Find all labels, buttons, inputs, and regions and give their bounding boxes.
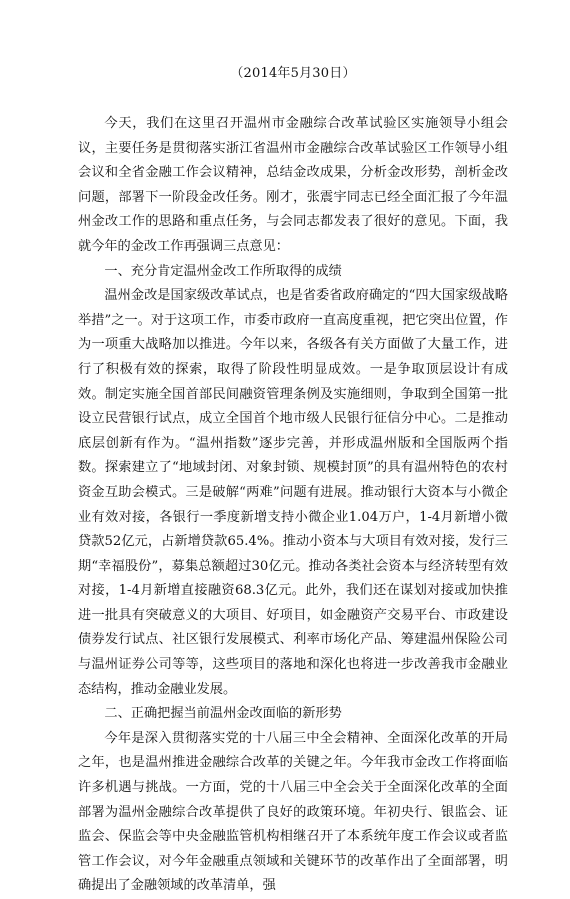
date-line: （2014年5月30日）: [230, 66, 356, 81]
section-2-paragraph: 今年是深入贯彻落实党的十八届三中全会精神、全面深化改革的开局之年，也是温州推进金融综合改革的关键之年。今年我市金改工作将面临许多机遇与挑战。一方面，党的十八届三中全会关于全面深化改革的全面部署为温州金融综合改革提供了良好的政策环境。年初央行、银监会、证监会、保监会等中央金融监管机构相继召开了本系统年度工作会议或者监管工作会议，对今年金融重点领域和关键环节的改革作出了全面部署，明确提出了金融领域的改革清单，强: [78, 730, 508, 894]
section-1-heading: 一、充分肯定温州金改工作所取得的成绩: [104, 263, 342, 279]
section-1-paragraph: 温州金改是国家级改革试点，也是省委省政府确定的“四大国家级战略举措”之一。对于这项工作，市委市政府一直高度重视，把它突出位置，作为一项重大战略加以推进。今年以来，各级各有关方面做了大量工作，进行了积极有效的探索，取得了阶段性明显成效。一是争取顶层设计有成效。制定实施全国首部民间融资管理条例及实施细则，争取到全国第一批设立民营银行试点，成立全国首个地市级人民银行征信分中心。二是推动底层创新有作为。“温州指数”逐步完善，并形成温州版和全国版两个指数。探索建立了“地域封闭、对象封锁、规模封顶”的具有温州特色的农村资金互助会模式。三是破解“两难”问题有进展。推动银行大资本与小微企业有效对接，各银行一季度新增支持小微企业1.04万户，1-4月新增小微贷款52亿元，占新增贷款65.4%。推动小资本与大项目有效对接，发行三期“幸福股份”，募集总额超过30亿元。推动各类社会资本与经济转型有效对接，1-4月新增直接融资68.3亿元。此外，我们还在谋划对接或加快推进一批具有突破意义的大项目、好项目，如金融资产交易平台、市政建设债券发行试点、社区银行发展模式、利率市场化产品、筹建温州保险公司与温州证券公司等等，这些项目的落地和深化也将进一步改善我市金融业态结构，推动金融业发展。: [78, 288, 508, 697]
section-2-heading: 二、正确把握当前温州金改面临的新形势: [104, 706, 342, 722]
intro-paragraph: 今天，我们在这里召开温州市金融综合改革试验区实施领导小组会议，主要任务是贯彻落实浙江省温州市金融综合改革试验区工作领导小组会议和全省金融工作会议精神，总结金改成果，分析金改形势，剖析金改问题，部署下一阶段金改任务。刚才，张震宇同志已经全面汇报了今年温州金改工作的思路和重点任务，与会同志都发表了很好的意见。下面，我就今年的金改工作再强调三点意见：: [78, 116, 508, 254]
